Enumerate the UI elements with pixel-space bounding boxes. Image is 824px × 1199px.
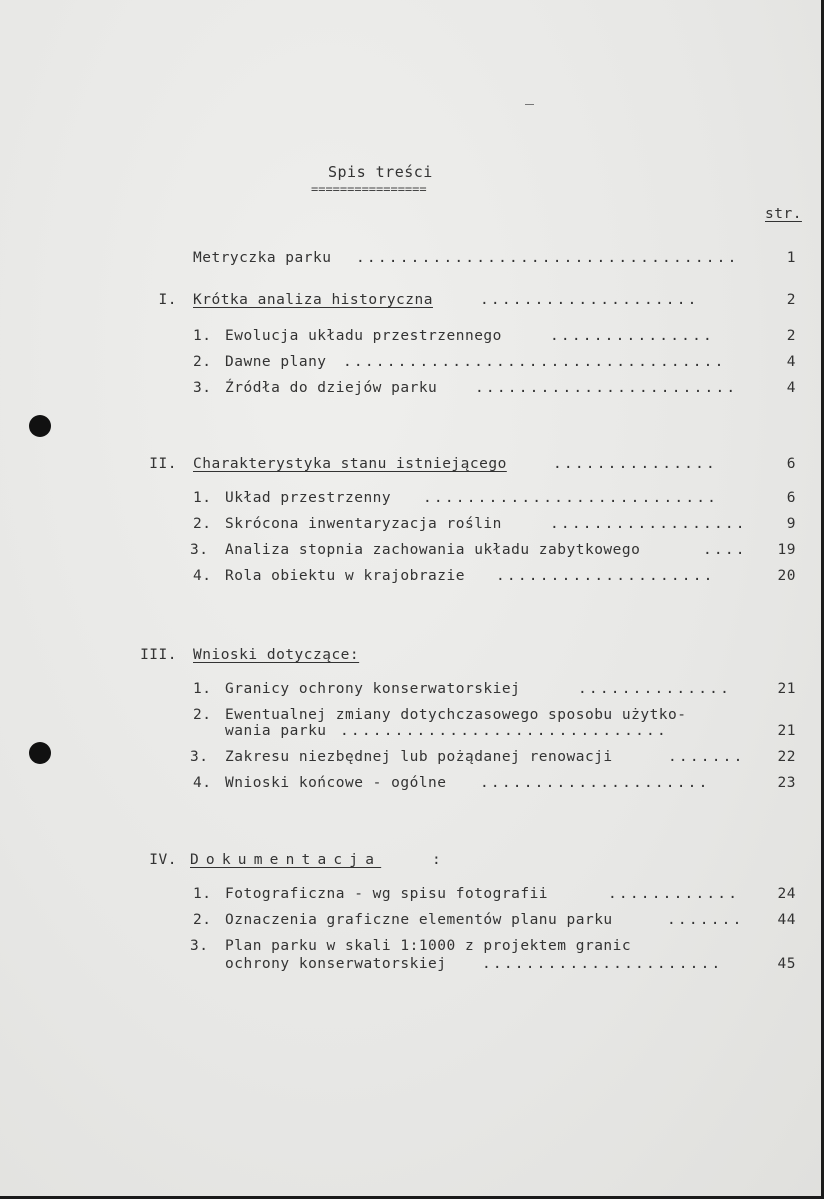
toc-leader: .............. bbox=[578, 681, 732, 697]
toc-leader: ...................... bbox=[482, 956, 723, 972]
stray-mark bbox=[525, 104, 534, 105]
toc-entry-label: wania parku bbox=[225, 723, 327, 739]
toc-entry-number: 3. bbox=[190, 938, 209, 954]
toc-entry-number: 2. bbox=[193, 516, 212, 532]
toc-leader: ............... bbox=[553, 456, 717, 472]
toc-section-colon: : bbox=[432, 852, 442, 868]
toc-entry-number: 1. bbox=[193, 681, 212, 697]
toc-entry-label: Metryczka parku bbox=[193, 250, 332, 266]
toc-leader: ....... bbox=[667, 912, 744, 928]
toc-section-label: Wnioski dotyczące: bbox=[193, 647, 360, 663]
toc-entry-label: Skrócona inwentaryzacja roślin bbox=[225, 516, 502, 532]
toc-section-number: I. bbox=[158, 292, 177, 308]
toc-entry-number: 4. bbox=[193, 775, 212, 791]
toc-entry-number: 3. bbox=[190, 749, 209, 765]
toc-leader: .... bbox=[703, 542, 747, 558]
title-underline-rule: ================ bbox=[311, 182, 427, 196]
toc-entry bbox=[0, 490, 824, 510]
page-title: Spis treści bbox=[328, 163, 433, 181]
toc-leader: .................. bbox=[550, 516, 747, 532]
punch-hole bbox=[29, 415, 51, 437]
toc-entry bbox=[0, 516, 824, 536]
toc-entry-number: 2. bbox=[193, 707, 212, 723]
toc-entry-number: 3. bbox=[190, 542, 209, 558]
toc-page-number: 22 bbox=[777, 749, 796, 765]
toc-page-number: 1 bbox=[786, 250, 796, 266]
toc-leader: ........................ bbox=[475, 380, 738, 396]
toc-section-label: Charakterystyka stanu istniejącego bbox=[193, 456, 507, 472]
toc-entry-number: 4. bbox=[193, 568, 212, 584]
toc-page-number: 45 bbox=[777, 956, 796, 972]
toc-page-number: 4 bbox=[786, 354, 796, 370]
toc-entry-label: Dawne plany bbox=[225, 354, 327, 370]
toc-entry-label: Fotograficzna - wg spisu fotografii bbox=[225, 886, 549, 902]
toc-leader: ............ bbox=[608, 886, 740, 902]
toc-leader: ................................... bbox=[343, 354, 726, 370]
toc-page-number: 6 bbox=[786, 490, 796, 506]
toc-entry bbox=[0, 912, 824, 932]
toc-page-number: 4 bbox=[786, 380, 796, 396]
toc-section-number: II. bbox=[149, 456, 177, 472]
toc-entry-label: Zakresu niezbędnej lub pożądanej renowacji bbox=[225, 749, 613, 765]
toc-page-number: 2 bbox=[786, 292, 796, 308]
toc-section bbox=[0, 647, 824, 667]
toc-leader: ..................... bbox=[480, 775, 710, 791]
toc-entry bbox=[0, 568, 824, 588]
toc-entry-label: Granicy ochrony konserwatorskiej bbox=[225, 681, 521, 697]
toc-leader: .................... bbox=[496, 568, 715, 584]
toc-entry bbox=[0, 250, 824, 270]
toc-section bbox=[0, 852, 824, 872]
toc-entry-label: Wnioski końcowe - ogólne bbox=[225, 775, 447, 791]
toc-entry-label: Układ przestrzenny bbox=[225, 490, 392, 506]
toc-entry-label: Oznaczenia graficzne elementów planu parku bbox=[225, 912, 613, 928]
toc-entry bbox=[0, 380, 824, 400]
toc-page-number: 2 bbox=[786, 328, 796, 344]
toc-entry-continuation bbox=[0, 956, 824, 976]
toc-leader: ........................... bbox=[423, 490, 719, 506]
toc-entry-number: 1. bbox=[193, 886, 212, 902]
toc-entry-label: ochrony konserwatorskiej bbox=[225, 956, 447, 972]
toc-entry-continuation bbox=[0, 723, 824, 743]
toc-page-number: 44 bbox=[777, 912, 796, 928]
toc-leader: ............... bbox=[550, 328, 714, 344]
toc-entry-number: 1. bbox=[193, 328, 212, 344]
toc-entry bbox=[0, 749, 824, 769]
toc-entry bbox=[0, 775, 824, 795]
toc-leader: ................................... bbox=[356, 250, 739, 266]
toc-entry-label: Ewolucja układu przestrzennego bbox=[225, 328, 502, 344]
toc-page-number: 24 bbox=[777, 886, 796, 902]
toc-entry-label: Ewentualnej zmiany dotychczasowego sposobu użytko- bbox=[225, 707, 687, 723]
toc-entry bbox=[0, 681, 824, 701]
toc-entry-number: 3. bbox=[193, 380, 212, 396]
toc-entry bbox=[0, 354, 824, 374]
toc-leader: ....... bbox=[668, 749, 745, 765]
toc-section-number: III. bbox=[140, 647, 177, 663]
toc-entry bbox=[0, 938, 824, 958]
toc-page-number: 6 bbox=[786, 456, 796, 472]
toc-page-number: 9 bbox=[786, 516, 796, 532]
toc-entry-label: Analiza stopnia zachowania układu zabytkowego bbox=[225, 542, 641, 558]
toc-entry-label: Źródła do dziejów parku bbox=[225, 380, 438, 396]
toc-section-number: IV. bbox=[149, 852, 177, 868]
page-column-header: str. bbox=[765, 206, 802, 222]
toc-page-number: 21 bbox=[777, 723, 796, 739]
toc-section-label: Krótka analiza historyczna bbox=[193, 292, 433, 308]
toc-section bbox=[0, 292, 824, 312]
toc-page-number: 21 bbox=[777, 681, 796, 697]
toc-page-number: 19 bbox=[777, 542, 796, 558]
toc-section-label: Dokumentacja bbox=[190, 852, 382, 868]
toc-entry bbox=[0, 542, 824, 562]
toc-leader: .............................. bbox=[340, 723, 668, 739]
toc-entry-number: 2. bbox=[193, 912, 212, 928]
toc-entry-number: 1. bbox=[193, 490, 212, 506]
toc-entry-label: Plan parku w skali 1:1000 z projektem granic bbox=[225, 938, 632, 954]
toc-section bbox=[0, 456, 824, 476]
toc-page-number: 20 bbox=[777, 568, 796, 584]
toc-entry bbox=[0, 328, 824, 348]
toc-entry bbox=[0, 886, 824, 906]
toc-page-number: 23 bbox=[777, 775, 796, 791]
toc-entry-number: 2. bbox=[193, 354, 212, 370]
toc-entry-label: Rola obiektu w krajobrazie bbox=[225, 568, 465, 584]
toc-leader: .................... bbox=[480, 292, 699, 308]
